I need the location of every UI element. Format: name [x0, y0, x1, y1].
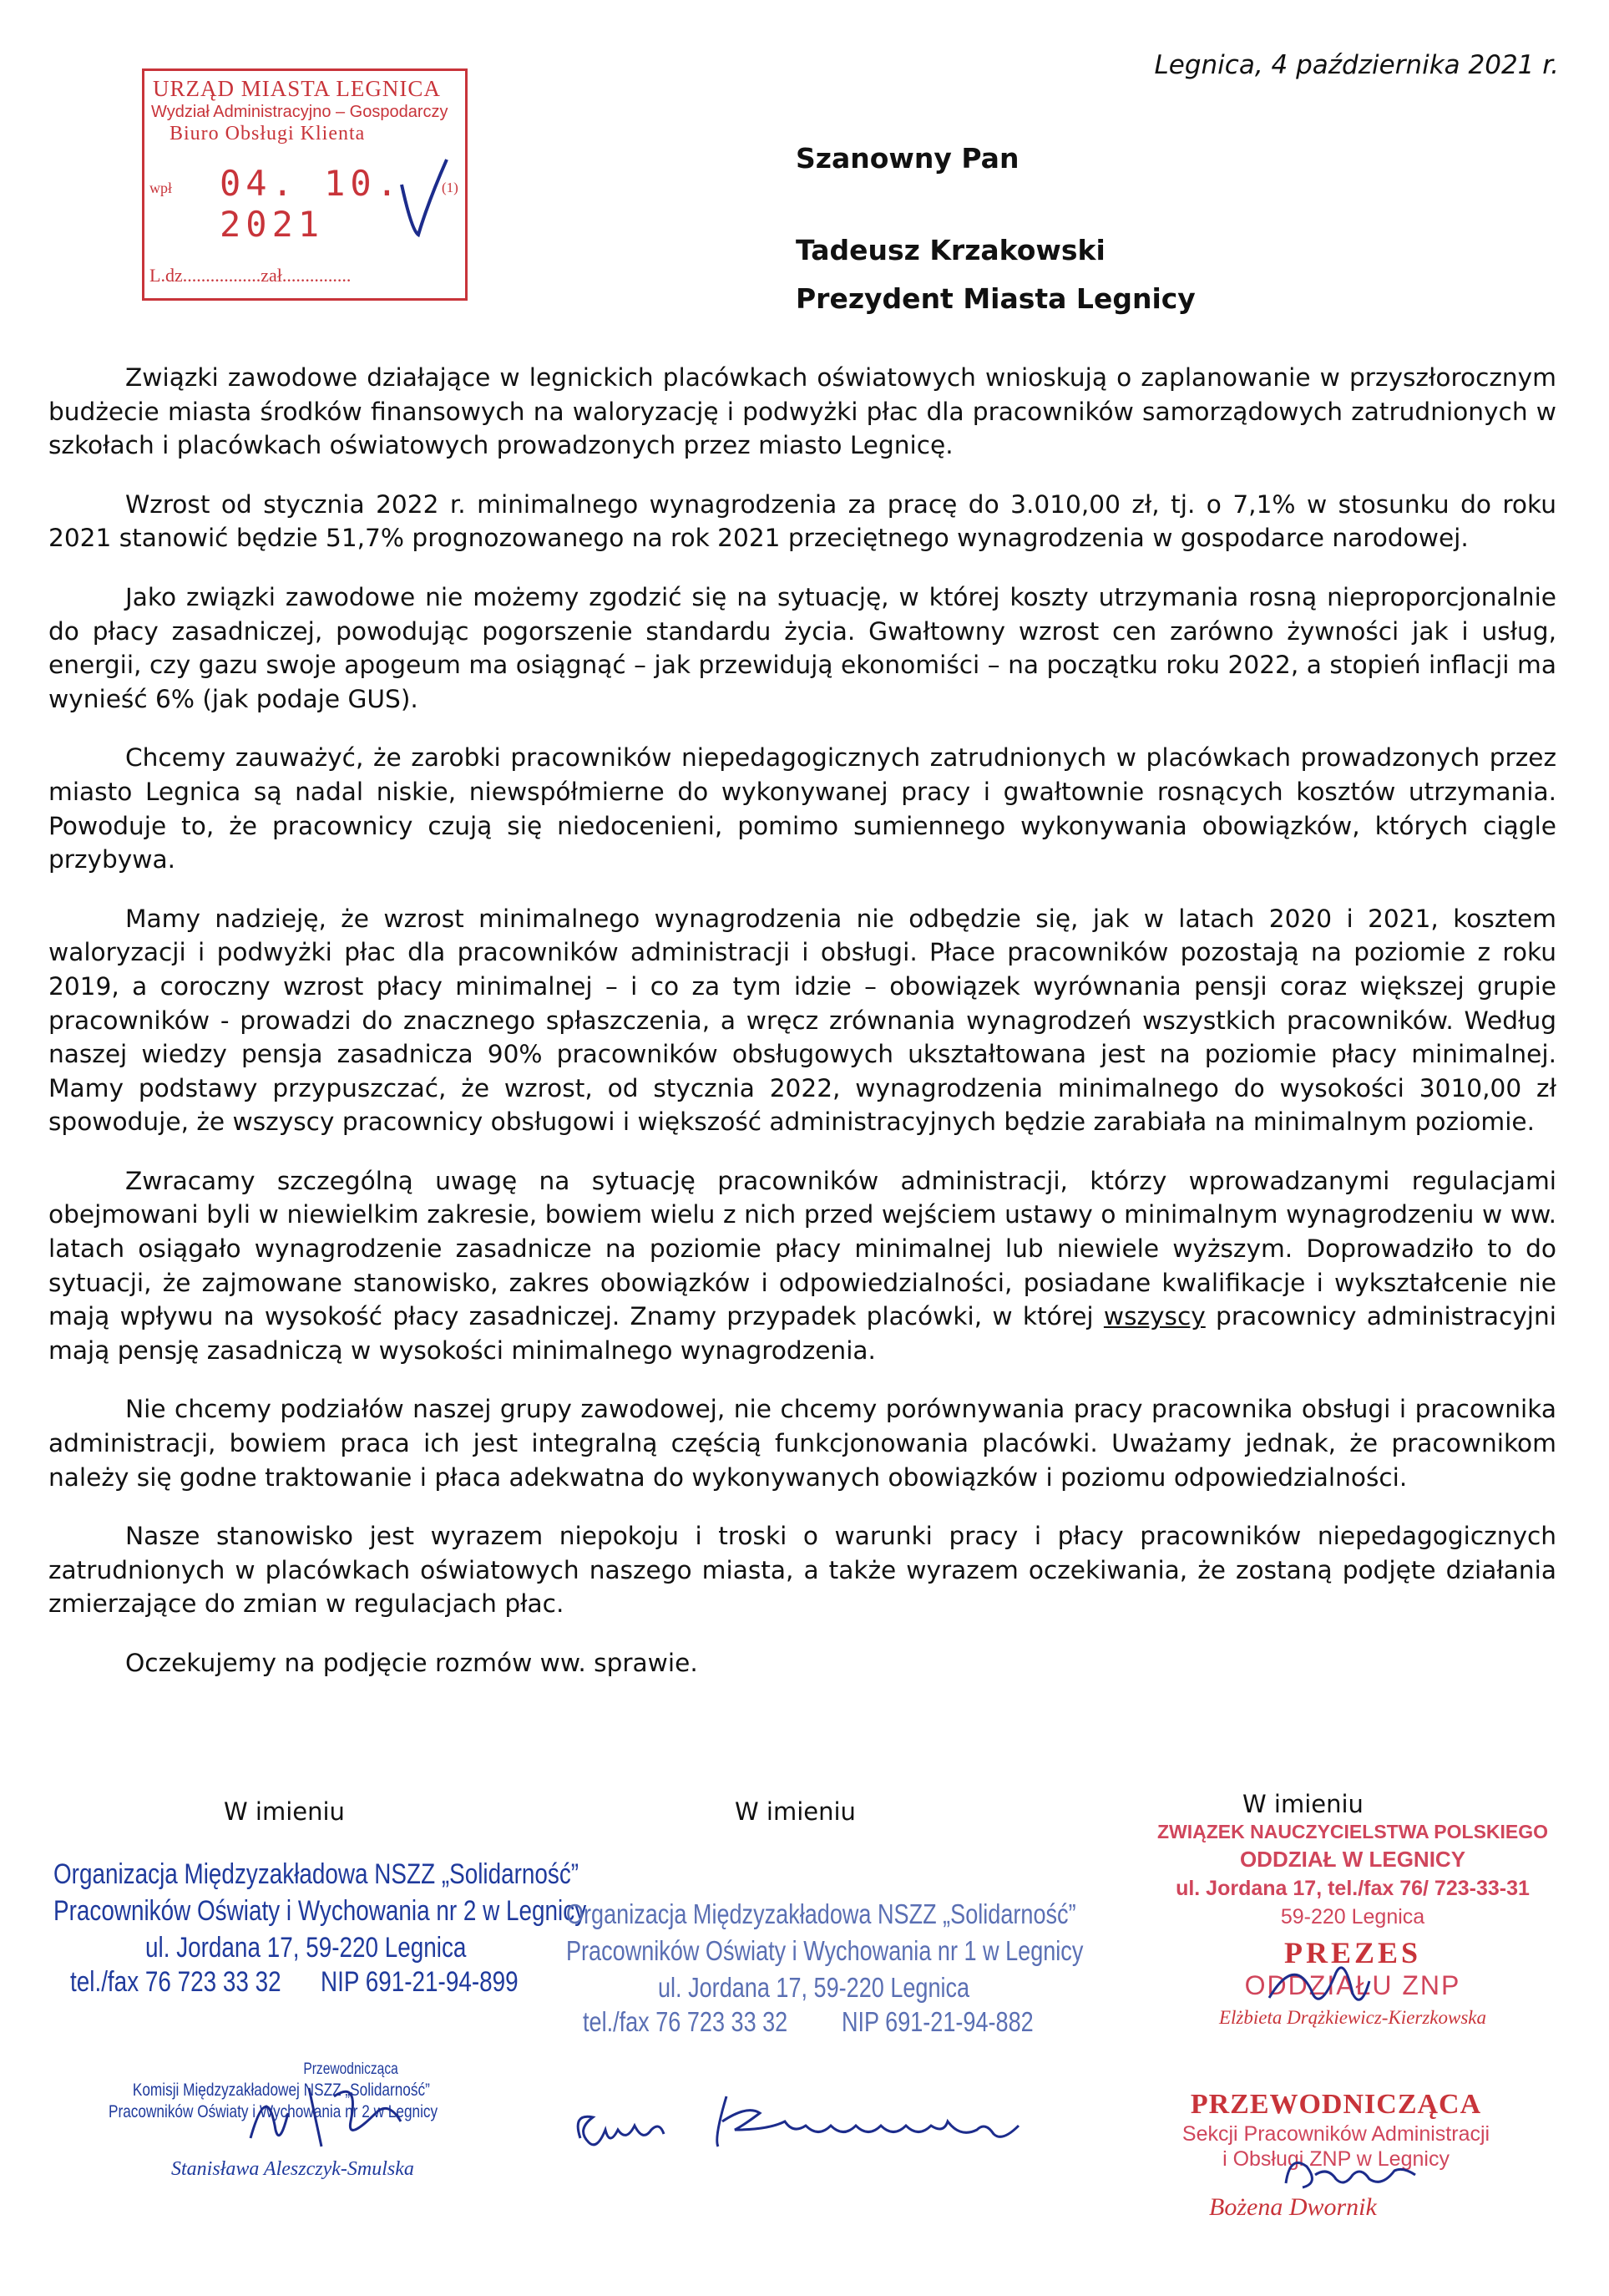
right-union-stamp	[1144, 1819, 1561, 1931]
right-org-line2: ODDZIAŁ W LEGNICY	[1239, 1847, 1466, 1872]
left-signatory-name: Stanisława Aleszczyk-Smulska	[171, 2158, 414, 2180]
closing-line: Oczekujemy na podjęcie rozmów ww. sprawie.	[125, 1649, 698, 1677]
middle-org-address: ul. Jordana 17, 59-220 Legnica	[658, 1972, 970, 2003]
signature-label-right: W imieniu	[1242, 1790, 1364, 1818]
left-org-nip: NIP 691-21-94-899	[321, 1966, 519, 1998]
stamp-received-date: 04. 10. 2021	[220, 163, 403, 245]
recipient-title: Prezydent Miasta Legnicy	[796, 282, 1196, 315]
registry-stamp	[142, 68, 468, 301]
right-role1-line1: PREZES	[1283, 1936, 1422, 1969]
left-role-line2: Komisji Międzyzakładowej NSZZ „Solidarność”	[132, 2081, 430, 2100]
stamp-signature-mark	[395, 151, 453, 243]
right-role2-line2: Sekcji Pracowników Administracji	[1181, 2122, 1490, 2146]
paragraph-6	[48, 1164, 1556, 1368]
recipient-name: Tadeusz Krzakowski	[796, 234, 1106, 266]
paragraph-6-end: pracownicy administracyjni mają pensję zasadniczą w wysokości minimalnego wynagrodzenia.	[48, 1302, 1556, 1365]
right-org-address: ul. Jordana 17, tel./fax 76/ 723-33-31	[1176, 1877, 1530, 1900]
right-chair-signature	[1278, 2150, 1428, 2200]
stamp-office: URZĄD MIASTA LEGNICA	[153, 76, 441, 101]
right-president-signature	[1261, 1948, 1378, 2023]
middle-org-line1: Organizacja Międzyzakładowa NSZZ „Solidarność”	[566, 1898, 1076, 1929]
middle-handwritten-signature	[568, 2080, 1052, 2172]
stamp-wpl-label: wpł	[149, 180, 172, 196]
paragraph-1: Związki zawodowe działające w legnickich placówkach oświatowych wnioskują o zaplanowanie w przyszłorocznym budżecie miasta środków finansowych na waloryzację i podwyżki płac dla pracowników samorządowych zatrudnionych w szkołach i placówkach oświatowych prowadzonych przez miasto Legnicę.	[48, 363, 1556, 460]
left-org-address: ul. Jordana 17, 59-220 Legnica	[145, 1932, 467, 1964]
left-role-line1: Przewodnicząca	[303, 2060, 398, 2078]
left-org-line2: Pracowników Oświaty i Wychowania nr 2 w Legnicy	[53, 1895, 587, 1927]
paragraph-2: Wzrost od stycznia 2022 r. minimalnego wynagrodzenia za pracę do 3.010,00 zł, tj. o 7,1% w stosunku do roku 2021 stanowić będzie 51,7% prognozowanego na rok 2021 przeciętnego wynagrodzenia w gospodarce narodowej.	[48, 489, 1556, 553]
middle-org-nip: NIP 691-21-94-882	[842, 2006, 1034, 2037]
middle-union-stamp	[566, 1896, 1084, 2043]
right-role2-line1: PRZEWODNICZĄCA	[1190, 2089, 1482, 2120]
right-role1-line2: ODDZIAŁU ZNP	[1244, 1970, 1461, 2000]
right-role2-line3: i Obsługi ZNP w Legnicy	[1222, 2147, 1450, 2171]
paragraph-3: Jako związki zawodowe nie możemy zgodzić się na sytuację, w której koszty utrzymania rosną nieproporcjonalnie do płacy zasadniczej, powodując pogorszenie standardu życia. Gwałtowny wzrost cen zarówno żywności jak i usług, energii, czy gazu swoje apogeum ma osiągnąć – jak przewidują ekonomiści – na początku roku 2022, a stopień inflacji ma wynieść 6% (jak podaje GUS).	[48, 582, 1556, 713]
right-role1-name: Elżbieta Drążkiewicz-Kierzkowska	[1218, 2007, 1487, 2028]
paragraph-8: Nasze stanowisko jest wyrazem niepokoju i troski o warunki pracy i płacy pracowników niepedagogicznych zatrudnionych w placówkach oświatowych naszego miasta, a także wyrazem oczekiwania, że zostaną podjęte działania zmierzające do zmian w regulacjach płac.	[48, 1522, 1556, 1619]
signature-label-middle: W imieniu	[735, 1797, 856, 1826]
middle-org-line2: Pracowników Oświaty i Wychowania nr 1 w Legnicy	[566, 1935, 1084, 1966]
paragraph-5: Mamy nadzieję, że wzrost minimalnego wynagrodzenia nie odbędzie się, jak w latach 2020 i 2021, kosztem waloryzacji i podwyżki płac dla pracowników administracji i obsługi. Płace pracowników pozostają na poziomie z roku 2019, a coroczny wzrost płacy minimalnej – i co za tym idzie – obowiązek wyrównania pensji coraz większej grupie pracowników - prowadzi do znacznego spłaszczenia, a wręcz zrównania wynagrodzeń wszystkich pracowników. Według naszej wiedzy pensja zasadnicza 90% pracowników obsługowych ukształtowana jest na poziomie płacy minimalnej. Mamy podstawy przypuszczać, że wzrost, od stycznia 2022, wynagrodzenia minimalnego do wysokości 3010,00 zł spowoduje, że wszyscy pracownicy obsługowi i większość administracyjnych będzie zarabiała na minimalnym poziomie.	[48, 904, 1556, 1137]
stamp-registry-line: L.dz.................zał...............	[149, 265, 352, 286]
left-handwritten-signature	[242, 2063, 443, 2163]
stamp-department: Wydział Administracyjno – Gospodarczy	[151, 103, 448, 121]
left-union-stamp	[53, 1856, 587, 2003]
paragraph-4: Chcemy zauważyć, że zarobki pracowników niepedagogicznych zatrudnionych w placówkach prowadzonych przez miasto Legnica są nadal niskie, niewspółmierne do wykonywanej pracy i gwałtownie rosnących kosztów utrzymania. Powoduje to, że pracownicy czują się niedocenieni, pomimo sumiennego wykonywania obowiązków, których ciągle przybywa.	[48, 743, 1556, 874]
signature-label-left: W imieniu	[224, 1797, 345, 1826]
paragraph-7: Nie chcemy podziałów naszej grupy zawodowej, nie chcemy porównywania pracy pracownika obsługi i pracownika administracji, bowiem praca ich jest integralną częścią funkcjonowania placówki. Uważamy jednak, że pracownikom należy się godne traktowanie i płaca adekwatna do wykonywanych obowiązków i poziomu odpowiedzialności.	[48, 1395, 1556, 1492]
paragraph-6-start: Zwracamy szczególną uwagę na sytuację pracowników administracji, którzy wprowadzanymi regulacjami obejmowani byli w niewielkim zakresie, bowiem wielu z nich przed wejściem ustawy o minimalnym wynagrodzeniu w ww. latach osiągało wynagrodzenie zasadnicze na poziomie płacy minimalnej lub niewiele wyższym. Doprowadziło to do sytuacji, że zajmowane stanowisko, zakres obowiązków i odpowiedzialności, posiadane kwalifikacje i wykształcenie nie mają wpływu na wysokość płacy zasadniczej. Znamy przypadek placówki, w której	[48, 1166, 1556, 1331]
right-org-city: 59-220 Legnica	[1280, 1905, 1425, 1929]
salutation: Szanowny Pan	[796, 142, 1020, 175]
middle-org-phone: tel./fax 76 723 33 32	[583, 2006, 788, 2037]
right-org-line1: ZWIĄZEK NAUCZYCIELSTWA POLSKIEGO	[1156, 1821, 1549, 1842]
left-org-phone: tel./fax 76 723 33 32	[70, 1966, 281, 1998]
letter-body	[48, 361, 1556, 1706]
left-role-line3: Pracowników Oświaty i Wychowania nr 2 w Legnicy	[109, 2102, 438, 2121]
right-role2-name: Bożena Dwornik	[1209, 2193, 1377, 2221]
stamp-bureau: Biuro Obsługi Klienta	[170, 123, 366, 144]
left-org-line1: Organizacja Międzyzakładowa NSZZ „Solidarność”	[53, 1858, 579, 1890]
underlined-word: wszyscy	[1103, 1302, 1206, 1331]
letter-date: Legnica, 4 października 2021 r.	[1154, 50, 1559, 80]
stamp-number: (1)	[442, 180, 458, 195]
